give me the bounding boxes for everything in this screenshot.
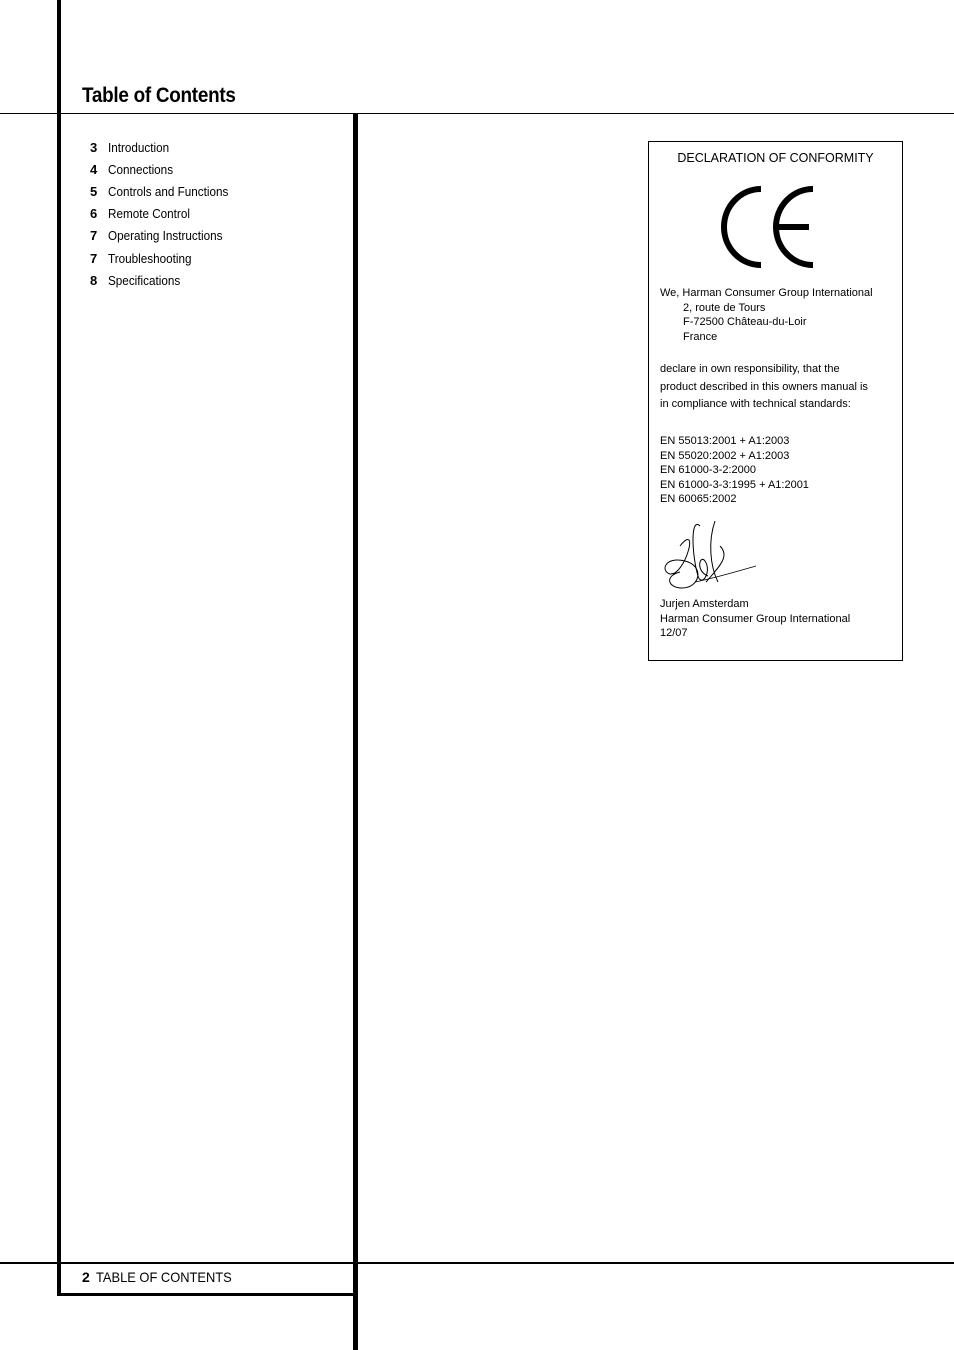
declaration-heading: DECLARATION OF CONFORMITY xyxy=(677,151,874,165)
left-margin-rule xyxy=(57,0,61,1296)
toc-label: Remote Control xyxy=(108,206,190,222)
toc-page-number: 7 xyxy=(90,250,98,266)
toc-item[interactable] xyxy=(82,203,242,225)
address-line: 2, route de Tours xyxy=(683,301,766,314)
toc-item[interactable] xyxy=(82,158,242,180)
toc-label: Introduction xyxy=(108,139,170,155)
table-of-contents-list xyxy=(82,136,242,291)
toc-page-number: 3 xyxy=(90,139,98,155)
conformity-statement xyxy=(660,361,895,414)
statement-line: declare in own responsibility, that the xyxy=(660,363,840,375)
standard-item: EN 55020:2002 + A1:2003 xyxy=(660,449,790,462)
toc-item[interactable] xyxy=(82,180,242,202)
footer-section-title: TABLE OF CONTENTS xyxy=(95,1269,232,1285)
ce-mark-icon xyxy=(719,186,819,275)
address-line: We, Harman Consumer Group International xyxy=(660,287,873,299)
statement-line: in compliance with technical standards: xyxy=(660,398,851,410)
toc-item[interactable] xyxy=(82,225,242,247)
toc-page-number: 7 xyxy=(90,228,98,244)
footer-underline-rule xyxy=(57,1293,355,1296)
toc-page-number: 4 xyxy=(90,161,98,177)
standard-item: EN 61000-3-3:1995 + A1:2001 xyxy=(660,478,809,491)
address-line: F-72500 Château-du-Loir xyxy=(683,316,807,328)
page-title: Table of Contents xyxy=(82,84,236,107)
column-divider-rule xyxy=(353,113,358,1350)
statement-line: product described in this owners manual is xyxy=(660,380,868,393)
toc-item[interactable] xyxy=(82,269,242,291)
signer-block xyxy=(660,597,850,641)
page-footer xyxy=(82,1269,243,1285)
toc-item[interactable] xyxy=(82,247,242,269)
toc-page-number: 5 xyxy=(90,183,98,199)
toc-label: Specifications xyxy=(108,272,181,288)
toc-label: Connections xyxy=(108,161,174,177)
declaration-of-conformity-box xyxy=(648,141,903,661)
toc-page-number: 6 xyxy=(90,206,98,222)
standard-item: EN 55013:2001 + A1:2003 xyxy=(660,435,790,447)
standards-list xyxy=(660,434,809,507)
signer-name: Jurjen Amsterdam xyxy=(660,598,749,610)
toc-label: Controls and Functions xyxy=(108,183,229,199)
standard-item: EN 61000-3-2:2000 xyxy=(660,464,757,476)
signer-date: 12/07 xyxy=(660,627,688,639)
signature-image xyxy=(660,516,760,597)
toc-page-number: 8 xyxy=(90,272,98,288)
signer-company: Harman Consumer Group International xyxy=(660,612,851,625)
address-line: France xyxy=(683,330,718,343)
toc-label: Troubleshooting xyxy=(108,250,192,266)
toc-item[interactable] xyxy=(82,136,242,158)
header-rule xyxy=(0,113,954,114)
footer-page-number: 2 xyxy=(82,1269,90,1285)
footer-rule xyxy=(0,1262,954,1264)
standard-item: EN 60065:2002 xyxy=(660,493,737,505)
manufacturer-address xyxy=(660,286,873,344)
toc-label: Operating Instructions xyxy=(108,228,223,244)
